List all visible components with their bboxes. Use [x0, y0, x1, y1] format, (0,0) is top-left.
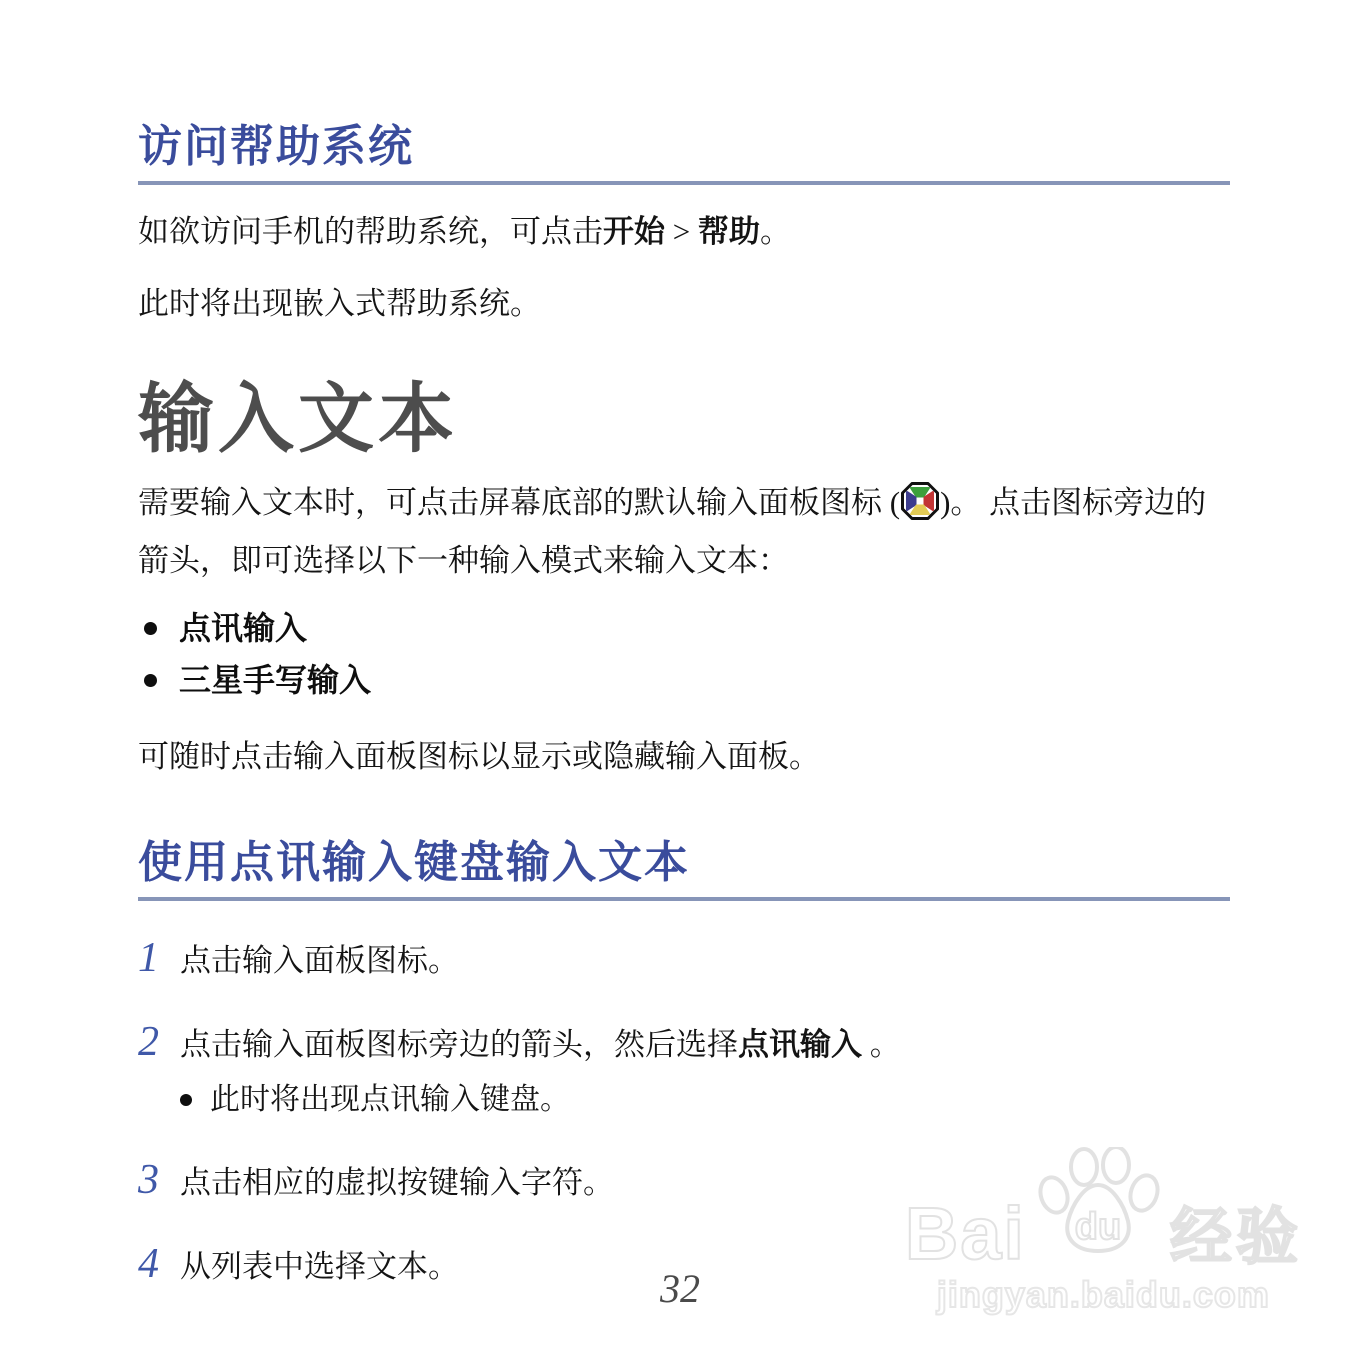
option-dianxun-input: 点讯输入 [738, 1026, 862, 1062]
list-item [138, 602, 1230, 654]
page-number: 32 [660, 1266, 700, 1311]
watermark-url: jingyan.baidu.com [936, 1274, 1270, 1315]
step-1 [138, 935, 1230, 985]
page-content [138, 122, 1230, 1291]
step-text: 点击相应的虚拟按键输入字符。 [180, 1164, 614, 1200]
bullet-icon [144, 622, 157, 635]
step-number: 1 [138, 934, 159, 981]
baidu-paw-icon [1032, 1147, 1164, 1268]
section-divider [138, 897, 1230, 901]
input-mode-dianxun: 点讯输入 [179, 610, 308, 647]
paragraph-input-intro [138, 478, 1230, 586]
menu-path-start: 开始 [603, 213, 665, 249]
text-run: 点击输入面板图标旁边的箭头，然后选择 [180, 1026, 738, 1062]
step-text: 从列表中选择文本。 [180, 1248, 459, 1284]
watermark-jingyan-text: 经验 [1169, 1203, 1302, 1273]
paragraph-help-1 [138, 207, 1230, 257]
step-number: 2 [138, 1018, 159, 1065]
section-title-dianxun-keyboard: 使用点讯输入键盘输入文本 [138, 838, 690, 888]
menu-path-help: 帮助 [697, 213, 760, 249]
section-title-help-system: 访问帮助系统 [138, 122, 414, 171]
menu-path-separator: > [665, 213, 698, 249]
svg-text:du: du [1074, 1206, 1122, 1248]
baidu-jingyan-watermark [905, 1147, 1302, 1316]
bullet-icon [144, 674, 157, 687]
paragraph-help-2: 此时将出现嵌入式帮助系统。 [138, 285, 541, 321]
sub-bullet-text: 此时将出现点讯输入键盘。 [210, 1082, 570, 1116]
input-mode-list [138, 602, 1230, 706]
step-text [180, 1019, 901, 1123]
step-number: 4 [138, 1240, 159, 1287]
chapter-title-enter-text: 输入文本 [138, 377, 458, 462]
text-run: 。 [759, 213, 791, 249]
step-number: 3 [138, 1156, 159, 1203]
input-mode-samsung-handwriting: 三星手写输入 [179, 662, 372, 699]
bullet-icon [180, 1094, 192, 1106]
list-item [138, 654, 1230, 706]
watermark-bai-text: Bai [904, 1192, 1026, 1276]
text-run: )。 点击图标旁边的箭头，即可选择以下一种输入模式来输入文本： [138, 485, 1207, 579]
step-text: 点击输入面板图标。 [180, 942, 459, 978]
section-divider [138, 181, 1230, 185]
text-run: 需要输入文本时，可点击屏幕底部的默认输入面板图标 ( [138, 485, 901, 521]
watermark-logo-row [904, 1147, 1302, 1276]
input-panel-icon [900, 481, 940, 536]
text-run: 。 [862, 1026, 901, 1062]
paragraph-input-outro: 可随时点击输入面板图标以显示或隐藏输入面板。 [138, 739, 820, 775]
step-sub-bullet [180, 1077, 901, 1123]
text-run: 如欲访问手机的帮助系统，可点击 [138, 213, 603, 249]
step-2 [138, 1019, 1230, 1123]
